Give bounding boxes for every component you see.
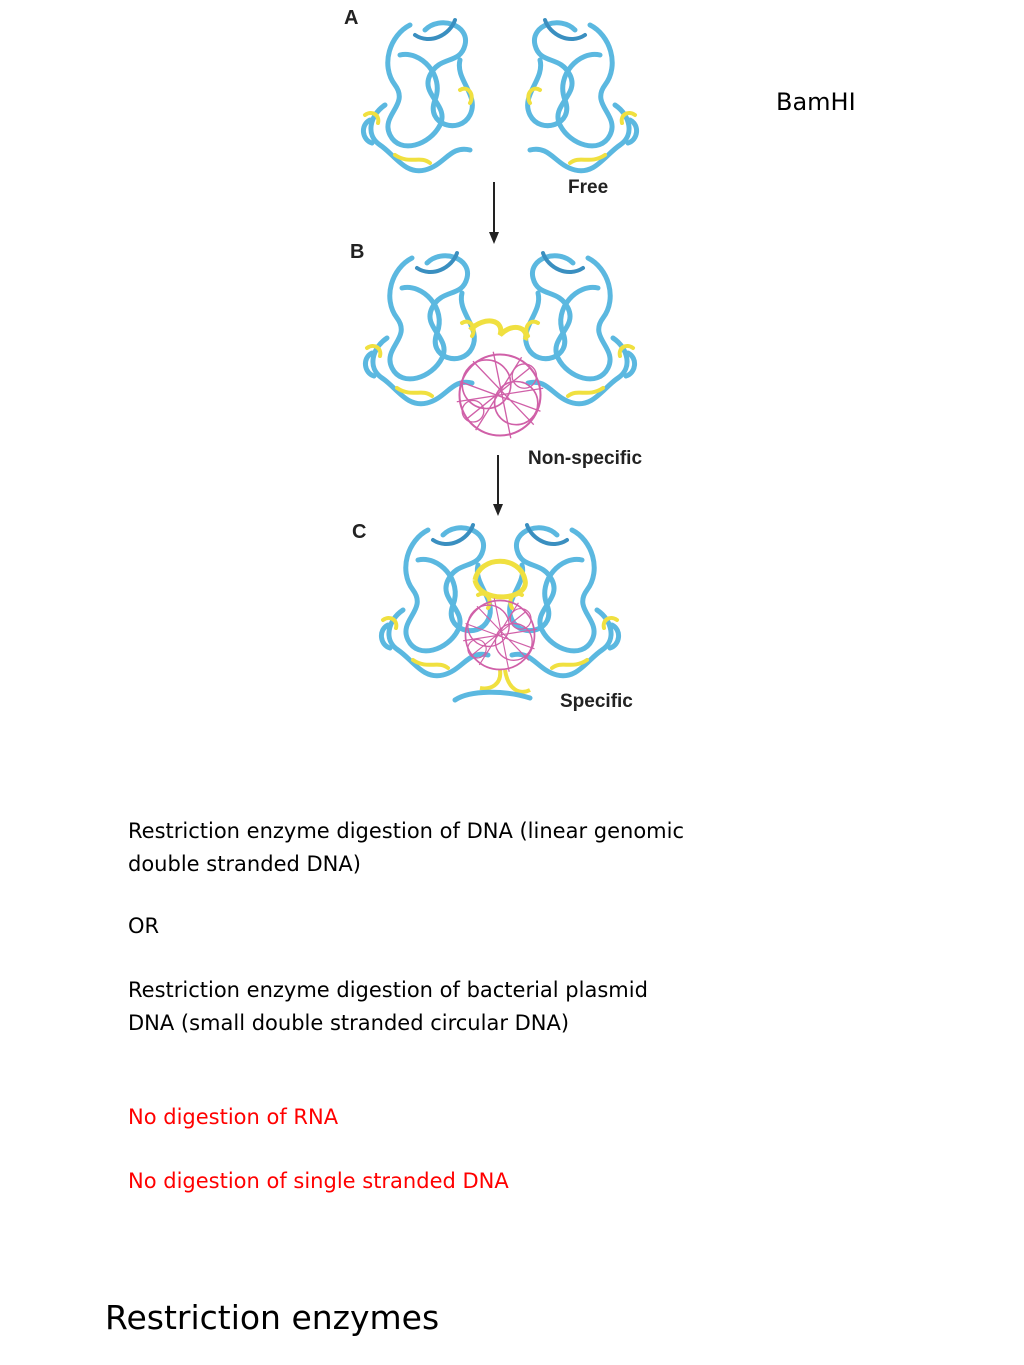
panel-b-structure [365, 253, 634, 438]
no-rna-digestion-text: No digestion of RNA [128, 1105, 339, 1129]
panel-b-state-label: Non-specific [528, 448, 643, 469]
slide-title: Restriction enzymes [105, 1298, 440, 1337]
bamhi-structure-figure [330, 0, 690, 720]
panel-c-state-label: Specific [560, 691, 633, 712]
panel-a-state-label: Free [568, 177, 609, 198]
paragraph-plasmid-dna-line-1: Restriction enzyme digestion of bacterial plasmid [128, 978, 648, 1002]
panel-c-structure [381, 525, 618, 700]
panel-letter-c: C [352, 521, 367, 543]
paragraph-plasmid-dna-line-2: DNA (small double stranded circular DNA) [128, 1011, 570, 1035]
panel-letter-b: B [350, 241, 365, 263]
bamhi-structure-svg [330, 0, 690, 720]
arrow-b-to-c [493, 455, 503, 516]
panel-a-structure [363, 20, 636, 171]
panel-letter-a: A [344, 7, 359, 29]
arrow-a-to-b [489, 182, 499, 244]
enzyme-name: BamHI [776, 88, 856, 116]
paragraph-plasmid-dna [128, 974, 828, 1040]
paragraph-linear-dna-line-2: double stranded DNA) [128, 852, 361, 876]
paragraph-linear-dna [128, 815, 828, 881]
paragraph-linear-dna-line-1: Restriction enzyme digestion of DNA (linear genomic [128, 819, 684, 843]
or-text: OR [128, 914, 160, 938]
no-ssdna-digestion-text: No digestion of single stranded DNA [128, 1169, 509, 1193]
